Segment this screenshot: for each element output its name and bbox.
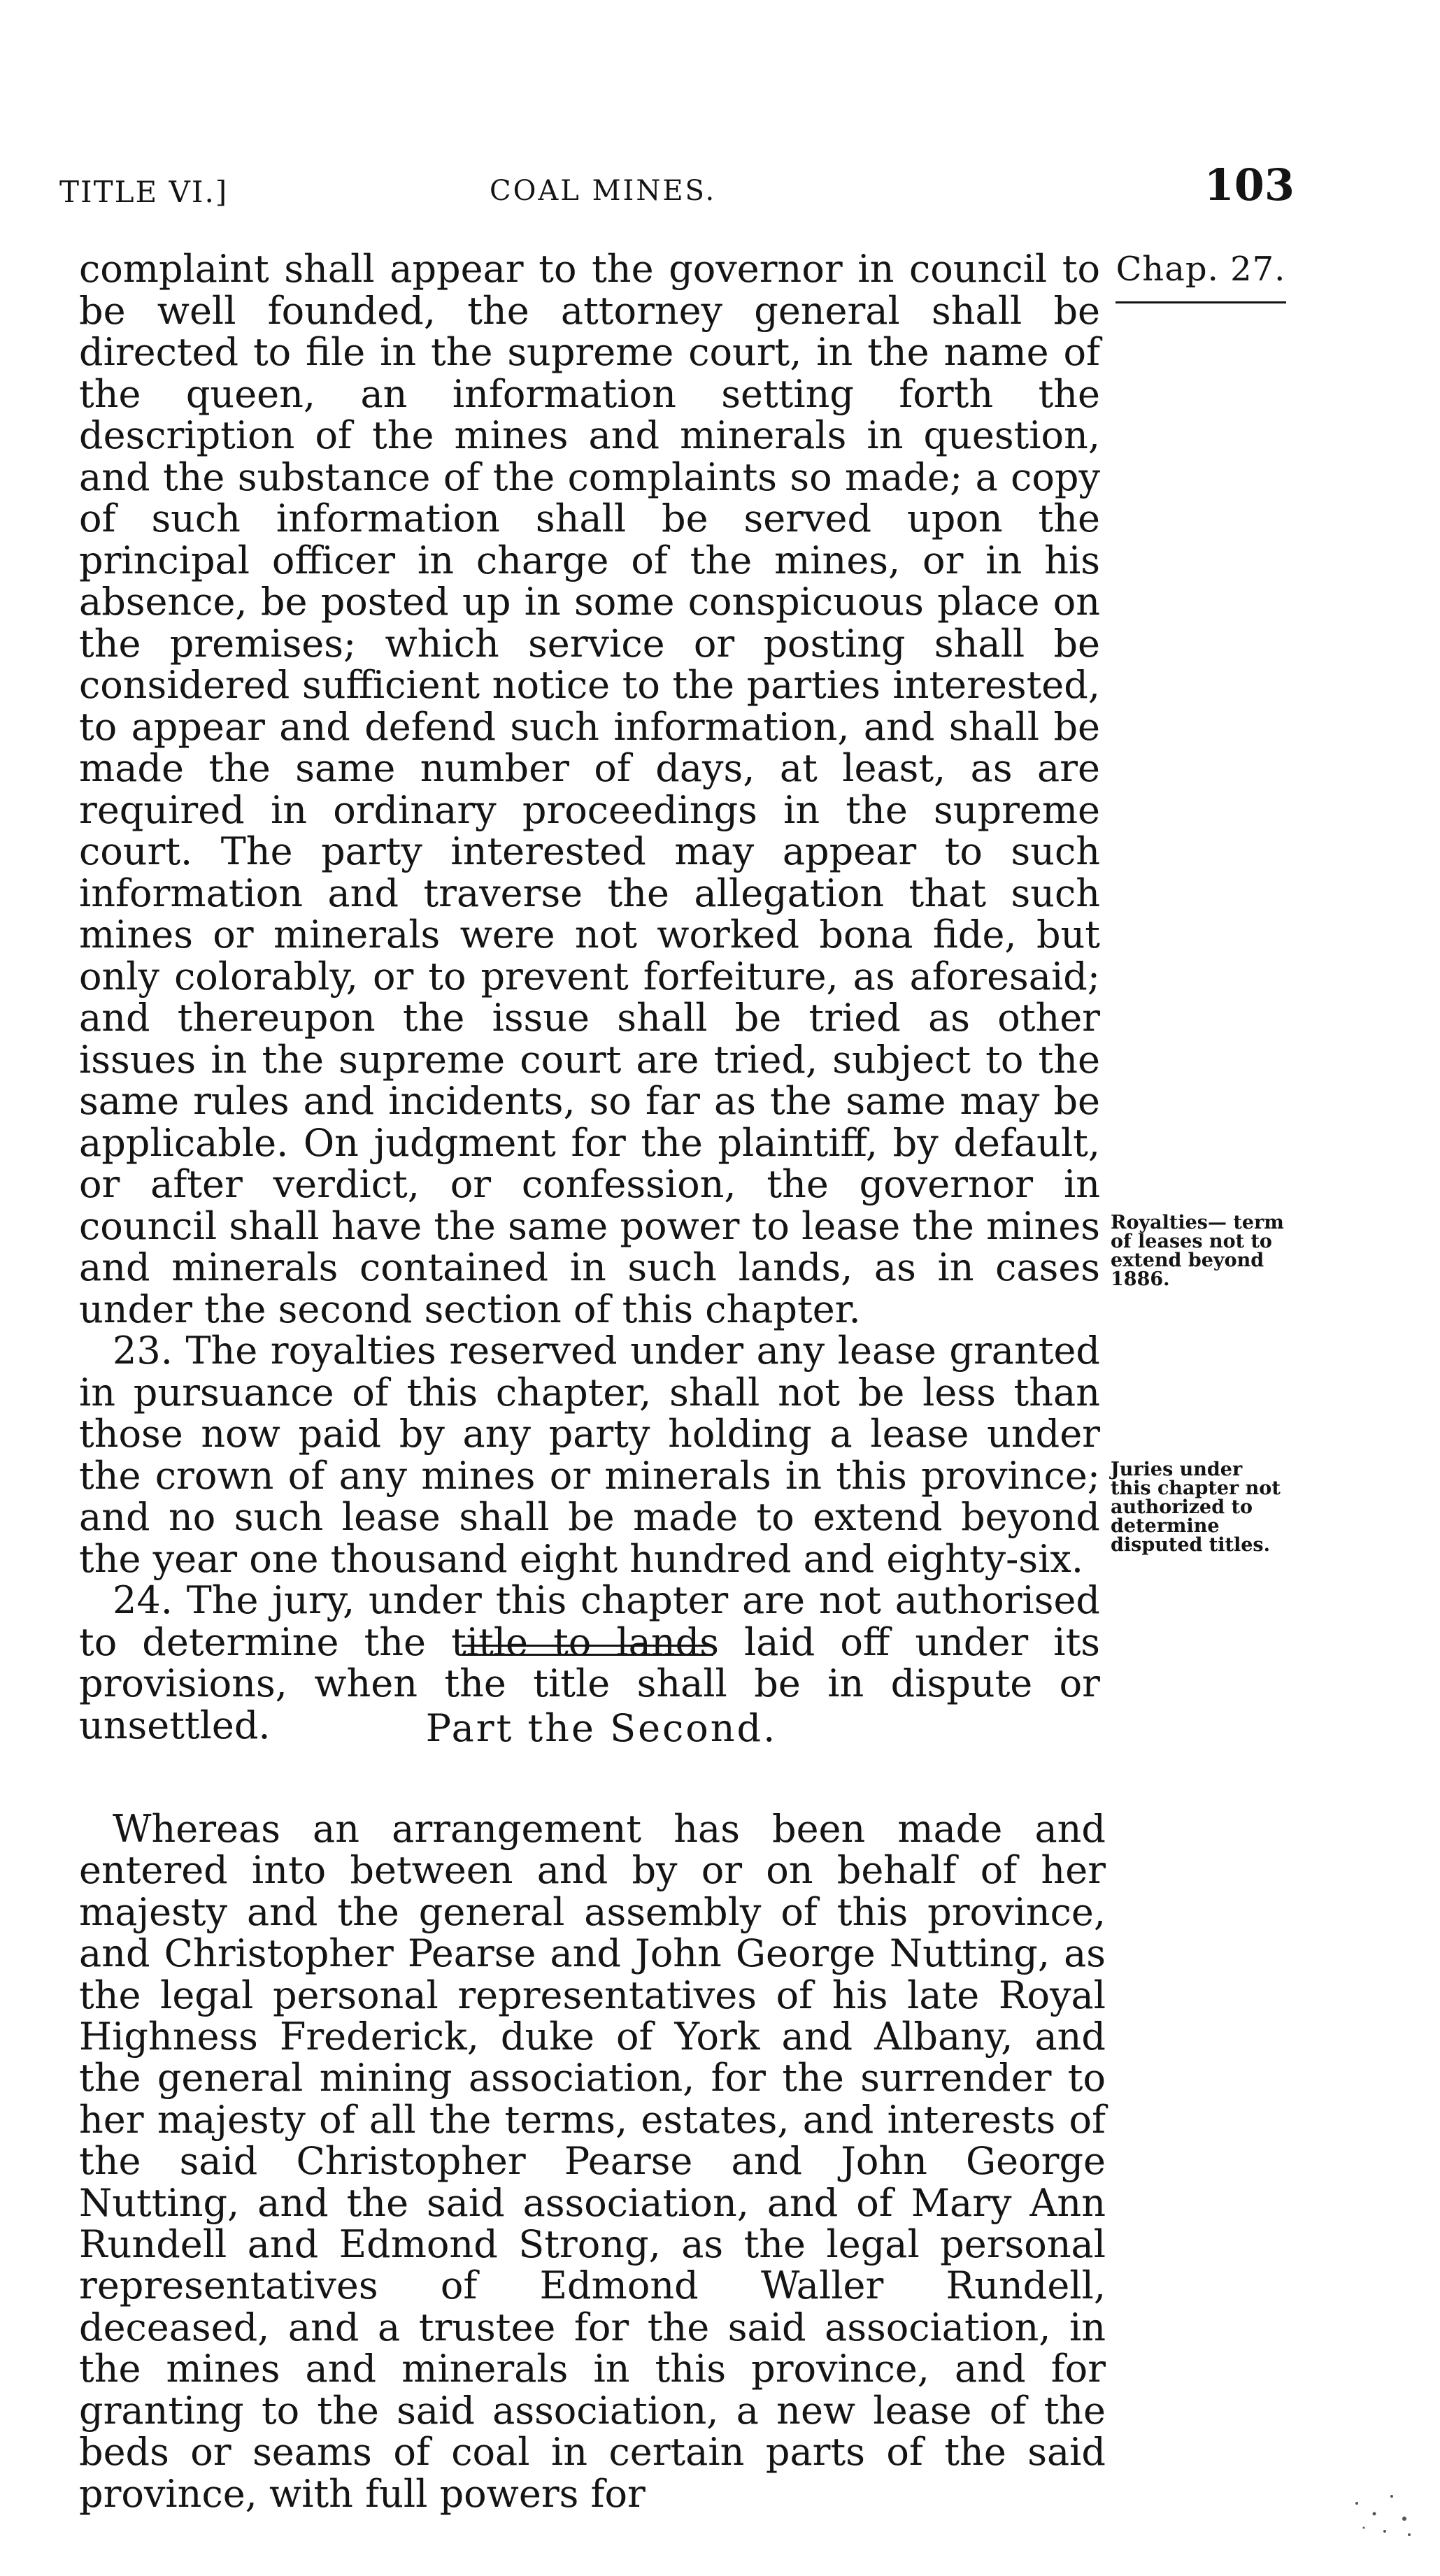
section-23: 23. The royalties reserved under any lease granted in pursuance of this chapter, shall not be less than those now paid by any party holding a lease under the crown of any mines or minerals in this province; and no such lease shall be made to extend beyond the year one thousand eight hundred and eighty-six. [79,1329,1100,1581]
running-title: COAL MINES. [490,175,717,207]
section-24: 24. The jury, under this chapter are not authorised to determine the title to lands laid off under its provisions, when the title shall be in dispute or unsettled. [79,1578,1100,1747]
sidenote-section-24: Juries under this chapter not authorized to determine disputed titles. [1111,1459,1281,1556]
sidenote-section-23: Royalties— term of leases not to extend beyond 1886. [1111,1212,1284,1290]
title-reference: TITLE VI.] [59,175,229,209]
chapter-marginal-label: Chap. 27. [1115,250,1286,303]
running-head [0,159,1440,208]
main-text-column [79,248,1100,1746]
section-divider-rule [462,1645,713,1656]
part-heading: Part the Second. [425,1706,778,1750]
page-number: 103 [1204,159,1295,210]
preamble-paragraph: Whereas an arrangement has been made and entered into between and by or on behalf of her majesty and the general assembly of this province, and Christopher Pearse and John George Nutting, as the legal personal representatives of his late Royal Highness Frederick, duke of York and Albany, and the general mining association, for the surrender to her majesty of all the terms, estates, and interests of the said Christopher Pearse and John George Nutting, and the said association, and of Mary Ann Rundell and Edmond Strong, as the legal personal representatives of Edmond Waller Rundell, deceased, and a trustee for the said association, in the mines and minerals in this province, and for granting to the said association, a new lease of the beds or seams of coal in certain parts of the said province, with full powers for [79,1807,1106,2516]
section-22-continuation: complaint shall appear to the governor in council to be well founded, the attorney general shall be directed to file in the supreme court, in the name of the queen, an information setting forth the description of the mines and minerals in question, and the substance of the complaints so made; a copy of such information shall be served upon the principal officer in charge of the mines, or in his absence, be posted up in some conspicuous place on the premises; which service or posting shall be considered sufficient notice to the parties interested, to appear and defend such information, and shall be made the same number of days, at least, as are required in ordinary proceedings in the supreme court. The party interested may appear to such information and traverse the allegation that such mines or minerals were not worked bona fide, but only colorably, or to prevent forfeiture, as aforesaid; and thereupon the issue shall be tried as other issues in the supreme court are tried, subject to the same rules and incidents, so far as the same may be applicable. On judgment for the plaintiff, by default, or after verdict, or confession, the governor in council shall have the same power to lease the mines and minerals contained in such lands, as in cases under the second section of this chapter. [79,247,1100,1331]
preamble-text-column [79,1808,1106,2514]
print-specks [1343,2475,1420,2545]
